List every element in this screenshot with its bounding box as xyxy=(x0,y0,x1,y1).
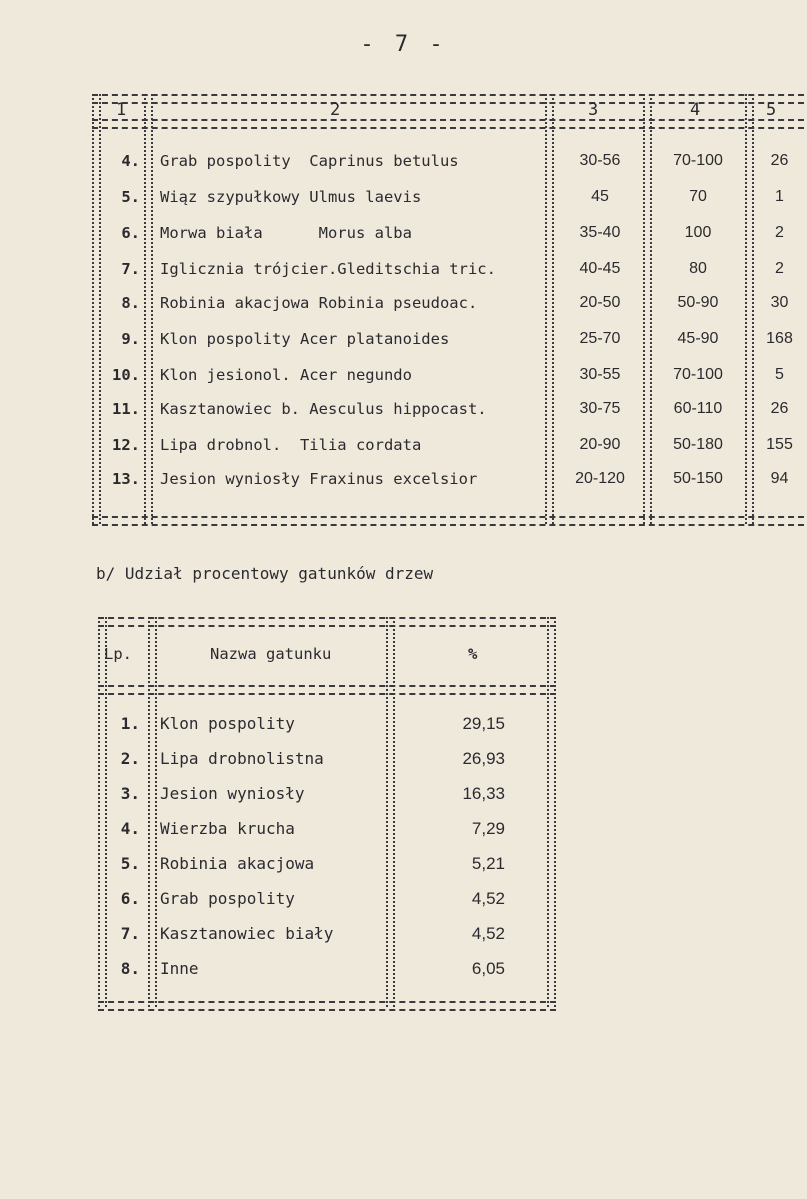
column-3-value: 20-120 xyxy=(575,470,625,487)
column-header-name: Nazwa gatunku xyxy=(210,645,332,663)
column-3-value: 25-70 xyxy=(579,330,621,347)
species-name: Klon pospolity Acer platanoides xyxy=(160,330,450,348)
column-4-value: 50-150 xyxy=(673,470,723,487)
column-5-value: 30 xyxy=(770,294,789,311)
table-row xyxy=(0,470,807,504)
species-name: Klon jesionol. Acer negundo xyxy=(160,366,412,384)
species-name: Kasztanowiec b. Aesculus hippocast. xyxy=(160,400,487,418)
column-4-value: 80 xyxy=(689,260,707,277)
column-3-value: 45 xyxy=(591,188,609,205)
species-name: Jesion wyniosły xyxy=(160,784,305,803)
table-border-top xyxy=(98,617,556,627)
species-name: Jesion wyniosły Fraxinus excelsior xyxy=(160,470,478,488)
row-number: 7. xyxy=(120,924,140,943)
column-4-value: 70 xyxy=(689,188,707,205)
species-name: Kasztanowiec biały xyxy=(160,924,334,943)
table-row xyxy=(0,366,807,400)
row-number: 2. xyxy=(120,749,140,768)
species-name: Wiąz szypułkowy Ulmus laevis xyxy=(160,188,422,206)
percent-value: 6,05 xyxy=(471,959,505,978)
column-4-value: 70-100 xyxy=(673,152,723,169)
percent-value: 4,52 xyxy=(471,889,505,908)
row-number: 4. xyxy=(121,152,140,170)
species-name: Morwa biała Morus alba xyxy=(160,224,412,242)
table-row xyxy=(0,714,807,749)
column-header: 5 xyxy=(766,100,777,120)
percent-value: 26,93 xyxy=(462,749,505,768)
table-row xyxy=(0,294,807,328)
row-number: 12. xyxy=(112,436,140,454)
species-name: Iglicznia trójcier.Gleditschia tric. xyxy=(160,260,496,278)
row-number: 3. xyxy=(120,784,140,803)
table-row xyxy=(0,889,807,924)
species-name: Robinia akacjowa xyxy=(160,854,315,873)
table-row xyxy=(0,436,807,470)
table-row xyxy=(0,400,807,434)
row-number: 13. xyxy=(112,470,140,488)
table-row xyxy=(0,152,807,186)
percent-value: 16,33 xyxy=(462,784,505,803)
column-5-value: 94 xyxy=(770,470,789,487)
column-3-value: 20-50 xyxy=(579,294,621,311)
column-5-value: 155 xyxy=(766,436,793,453)
table-border-bottom xyxy=(98,1001,556,1011)
column-header-percent: % xyxy=(468,645,478,663)
column-3-value: 20-90 xyxy=(579,436,621,453)
table-row xyxy=(0,819,807,854)
column-5-value: 26 xyxy=(770,152,789,169)
row-number: 6. xyxy=(120,889,140,908)
column-3-value: 30-55 xyxy=(579,366,621,383)
table-row xyxy=(0,924,807,959)
row-number: 6. xyxy=(121,224,140,242)
row-number: 8. xyxy=(120,959,140,978)
table-row xyxy=(0,784,807,819)
column-4-value: 60-110 xyxy=(673,400,723,417)
column-5-value: 2 xyxy=(775,224,784,241)
species-name: Grab pospolity Caprinus betulus xyxy=(160,152,459,170)
percent-value: 29,15 xyxy=(462,714,505,733)
species-name: Grab pospolity xyxy=(160,889,295,908)
column-header-lp: Lp. xyxy=(104,645,132,663)
column-4-value: 70-100 xyxy=(673,366,723,383)
table-row xyxy=(0,330,807,364)
column-5-value: 5 xyxy=(775,366,784,383)
page-number: - 7 - xyxy=(360,32,447,57)
percent-value: 4,52 xyxy=(471,924,505,943)
table-row xyxy=(0,749,807,784)
row-number: 10. xyxy=(112,366,140,384)
row-number: 1. xyxy=(120,714,140,733)
column-header: 1 xyxy=(116,100,127,120)
species-name: Inne xyxy=(160,959,199,978)
row-number: 9. xyxy=(121,330,140,348)
species-name: Robinia akacjowa Robinia pseudoac. xyxy=(160,294,478,312)
column-5-value: 168 xyxy=(766,330,793,347)
species-name: Klon pospolity xyxy=(160,714,295,733)
species-name: Lipa drobnol. Tilia cordata xyxy=(160,436,422,454)
percent-value: 5,21 xyxy=(471,854,505,873)
column-5-value: 1 xyxy=(775,188,784,205)
column-header: 3 xyxy=(588,100,599,120)
column-header: 4 xyxy=(690,100,701,120)
row-number: 5. xyxy=(120,854,140,873)
table-header-divider xyxy=(98,685,556,695)
column-header: 2 xyxy=(330,100,341,120)
table-row xyxy=(0,188,807,222)
table-row xyxy=(0,260,807,294)
column-5-value: 2 xyxy=(775,260,784,277)
table-row xyxy=(0,959,807,994)
table-row xyxy=(0,854,807,889)
percent-value: 7,29 xyxy=(471,819,505,838)
row-number: 5. xyxy=(121,188,140,206)
row-number: 7. xyxy=(121,260,140,278)
column-3-value: 30-56 xyxy=(579,152,621,169)
column-3-value: 30-75 xyxy=(579,400,621,417)
column-3-value: 40-45 xyxy=(579,260,621,277)
column-4-value: 100 xyxy=(684,224,712,241)
section-subtitle: b/ Udział procentowy gatunków drzew xyxy=(96,564,434,583)
column-4-value: 50-90 xyxy=(677,294,719,311)
row-number: 11. xyxy=(112,400,140,418)
table-border-bottom xyxy=(92,516,804,526)
column-3-value: 35-40 xyxy=(579,224,621,241)
row-number: 4. xyxy=(120,819,140,838)
row-number: 8. xyxy=(121,294,140,312)
column-5-value: 26 xyxy=(770,400,789,417)
table-row xyxy=(0,224,807,258)
species-name: Lipa drobnolistna xyxy=(160,749,324,768)
species-name: Wierzba krucha xyxy=(160,819,295,838)
table-header-divider xyxy=(92,119,804,129)
column-4-value: 50-180 xyxy=(673,436,723,453)
column-4-value: 45-90 xyxy=(677,330,719,347)
